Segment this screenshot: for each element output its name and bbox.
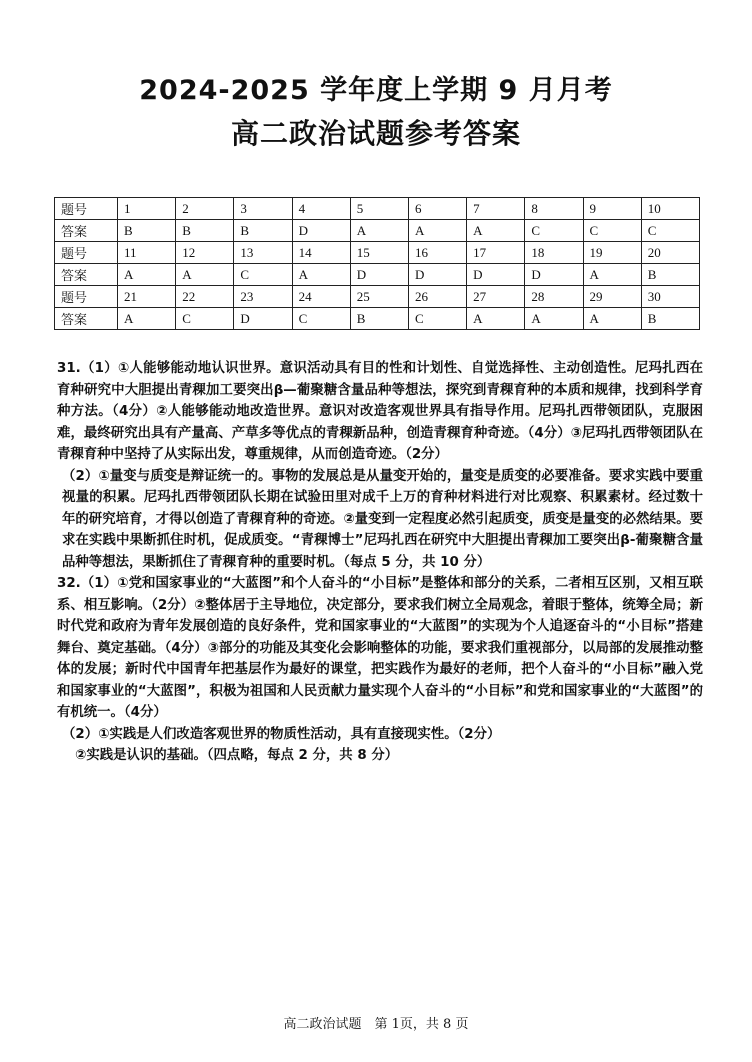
table-row <box>55 308 700 330</box>
table-row <box>55 242 700 264</box>
table-cell: 10 <box>641 198 699 220</box>
table-cell: 17 <box>467 242 525 264</box>
table-row <box>55 198 700 220</box>
table-row <box>55 264 700 286</box>
table-row <box>55 220 700 242</box>
table-cell: 16 <box>408 242 466 264</box>
table-cell: C <box>408 308 466 330</box>
page-footer: 高二政治试题 第 1页，共 8 页 <box>283 1017 469 1032</box>
row-header: 题号 <box>55 198 118 220</box>
table-cell: B <box>641 308 699 330</box>
table-cell: 12 <box>176 242 234 264</box>
table-cell: A <box>350 220 408 242</box>
table-cell: A <box>525 308 583 330</box>
table-cell: C <box>641 220 699 242</box>
table-cell: D <box>408 264 466 286</box>
table-cell: D <box>525 264 583 286</box>
table-cell: A <box>292 264 350 286</box>
row-header: 答案 <box>55 264 118 286</box>
table-cell: 24 <box>292 286 350 308</box>
table-cell: C <box>176 308 234 330</box>
table-cell: 3 <box>234 198 292 220</box>
table-cell: 11 <box>118 242 176 264</box>
table-cell: A <box>583 308 641 330</box>
table-cell: B <box>641 264 699 286</box>
table-cell: A <box>176 264 234 286</box>
row-header: 题号 <box>55 286 118 308</box>
table-cell: A <box>467 308 525 330</box>
table-cell: 30 <box>641 286 699 308</box>
table-cell: 20 <box>641 242 699 264</box>
table-cell: D <box>467 264 525 286</box>
table-cell: 23 <box>234 286 292 308</box>
table-cell: 5 <box>350 198 408 220</box>
row-header: 答案 <box>55 220 118 242</box>
table-cell: C <box>525 220 583 242</box>
table-cell: 22 <box>176 286 234 308</box>
answer-table <box>54 197 700 330</box>
table-cell: B <box>350 308 408 330</box>
table-cell: A <box>467 220 525 242</box>
table-cell: D <box>292 220 350 242</box>
table-cell: 27 <box>467 286 525 308</box>
table-cell: D <box>350 264 408 286</box>
table-cell: 15 <box>350 242 408 264</box>
table-cell: A <box>118 264 176 286</box>
table-cell: 26 <box>408 286 466 308</box>
table-cell: 18 <box>525 242 583 264</box>
table-cell: B <box>176 220 234 242</box>
table-cell: 8 <box>525 198 583 220</box>
table-cell: B <box>118 220 176 242</box>
q32-part2-answer-a: （2）①实践是人们改造客观世界的物质性活动，具有直接现实性。（2分） <box>62 726 501 742</box>
table-cell: 21 <box>118 286 176 308</box>
q31-part2-answer: （2）①量变与质变是辩证统一的。事物的发展总是从量变开始的，量变是质变的必要准备。要求实践中要重视量的积累。尼玛扎西带领团队长期在试验田里对成千上万的育种材料进行对比观察、积累素材。经过数十年的研究培育，才得以创造了青稞育种的奇迹。②量变到一定程度必然引起质变，质变是量变的必然结果。要求在实践中果断抓住时机，促成质变。“青稞博士”尼玛扎西在研究中大胆提出青稞加工要突出β-葡聚糖含量品种等想法，果断抓住了青稞育种的重要时机。（每点 5 分，共 10 分） <box>62 468 703 570</box>
table-cell: 4 <box>292 198 350 220</box>
table-cell: D <box>234 308 292 330</box>
table-row <box>55 286 700 308</box>
table-cell: 28 <box>525 286 583 308</box>
table-cell: 29 <box>583 286 641 308</box>
table-cell: 1 <box>118 198 176 220</box>
table-cell: 25 <box>350 286 408 308</box>
table-cell: 6 <box>408 198 466 220</box>
table-cell: C <box>234 264 292 286</box>
table-cell: 7 <box>467 198 525 220</box>
q32-part2-answer-b: ②实践是认识的基础。（四点略，每点 2 分，共 8 分） <box>75 748 399 763</box>
table-cell: C <box>292 308 350 330</box>
q31-part1-answer: 31.（1）①人能够能动地认识世界。意识活动具有目的性和计划性、自觉选择性、主动创造性。尼玛扎西在育种研究中大胆提出青稞加工要突出β—葡聚糖含量品种等想法，探究到青稞育种的本质和规律，找到科学育种方法。（4分）②人能够能动地改造世界。意识对改造客观世界具有指导作用。尼玛扎西带领团队，克服困难，最终研究出具有产量高、产草多等优点的青稞新品种，创造青稞育种奇迹。（4分）③尼玛扎西带领团队在青稞育种中坚持了从实际出发，尊重规律，从而创造奇迹。（2分） <box>57 361 703 462</box>
table-cell: A <box>118 308 176 330</box>
table-cell: 19 <box>583 242 641 264</box>
table-cell: B <box>234 220 292 242</box>
table-cell: 9 <box>583 198 641 220</box>
table-cell: A <box>408 220 466 242</box>
q32-part1-answer: 32.（1）①党和国家事业的“大蓝图”和个人奋斗的“小目标”是整体和部分的关系，二者相互区别，又相互联系、相互影响。（2分）②整体居于主导地位，决定部分，要求我们树立全局观念，着眼于整体，统筹全局；新时代党和政府为青年发展创造的良好条件，党和国家事业的“大蓝图”的实现为个人追逐奋斗的“小目标”搭建舞台、奠定基础。（4分）③部分的功能及其变化会影响整体的功能，要求我们重视部分，以局部的发展推动整体的发展；新时代中国青年把基层作为最好的课堂，把实践作为最好的老师，把个人奋斗的“小目标”融入党和国家事业的“大蓝图”，积极为祖国和人民贡献力量实现个人奋斗的“小目标”和党和国家事业的“大蓝图”的有机统一。（4分） <box>57 576 703 720</box>
table-cell: 2 <box>176 198 234 220</box>
exam-title: 2024-2025 学年度上学期 9 月月考 <box>139 75 613 106</box>
row-header: 题号 <box>55 242 118 264</box>
table-cell: 13 <box>234 242 292 264</box>
table-cell: 14 <box>292 242 350 264</box>
answer-key-title: 高二政治试题参考答案 <box>230 117 521 150</box>
table-cell: C <box>583 220 641 242</box>
row-header: 答案 <box>55 308 118 330</box>
table-cell: A <box>583 264 641 286</box>
answer-body <box>57 358 703 767</box>
